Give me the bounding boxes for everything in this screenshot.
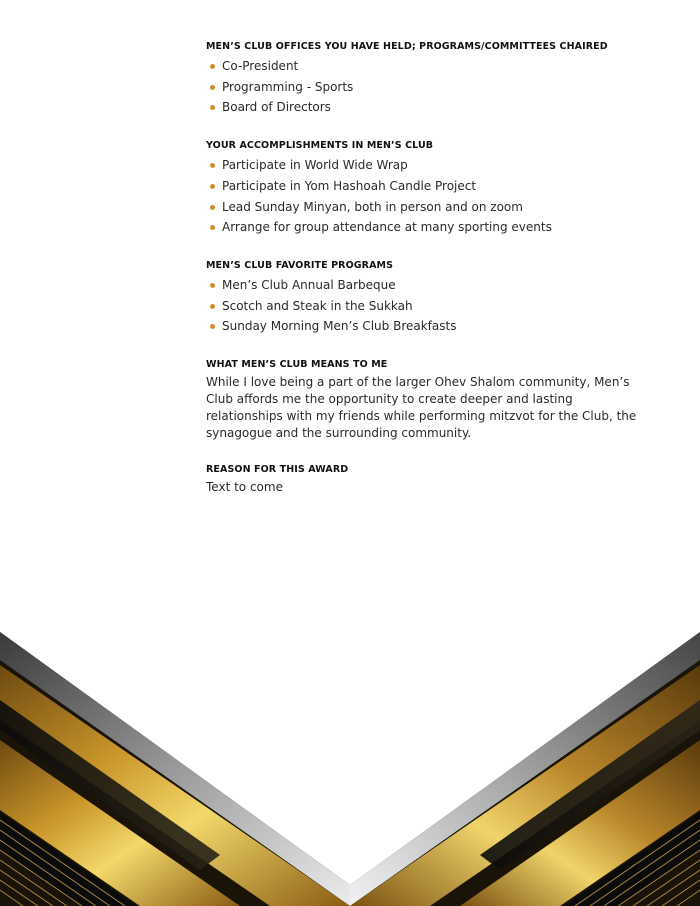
list-item: Lead Sunday Minyan, both in person and on zoom (206, 197, 646, 218)
list-item: Men’s Club Annual Barbeque (206, 275, 646, 296)
list-item: Board of Directors (206, 97, 646, 118)
section-heading: REASON FOR THIS AWARD (206, 464, 349, 476)
list-item: Arrange for group attendance at many sporting events (206, 217, 646, 238)
section-heading: MEN’S CLUB FAVORITE PROGRAMS (206, 259, 394, 271)
list-item: Sunday Morning Men’s Club Breakfasts (206, 316, 646, 337)
section-paragraph: Text to come (206, 480, 283, 495)
section-paragraph: While I love being a part of the larger Ohev Shalom community, Men’s Club affords me the opportunity to create deeper and lasting relationships with my friends while performing mitzvot for the Club, the synagogue and the surrounding community. (206, 375, 637, 441)
section-heading: YOUR ACCOMPLISHMENTS IN MEN’S CLUB (206, 140, 434, 152)
list-item: Co-President (206, 56, 646, 77)
list-item: Participate in Yom Hashoah Candle Project (206, 176, 646, 197)
section-heading: MEN’S CLUB OFFICES YOU HAVE HELD; PROGRAMS/COMMITTEES CHAIRED (206, 41, 608, 52)
list-item: Programming - Sports (206, 77, 646, 98)
section-heading: WHAT MEN’S CLUB MEANS TO ME (206, 359, 388, 371)
list-item: Participate in World Wide Wrap (206, 155, 646, 176)
list-item: Scotch and Steak in the Sukkah (206, 296, 646, 317)
